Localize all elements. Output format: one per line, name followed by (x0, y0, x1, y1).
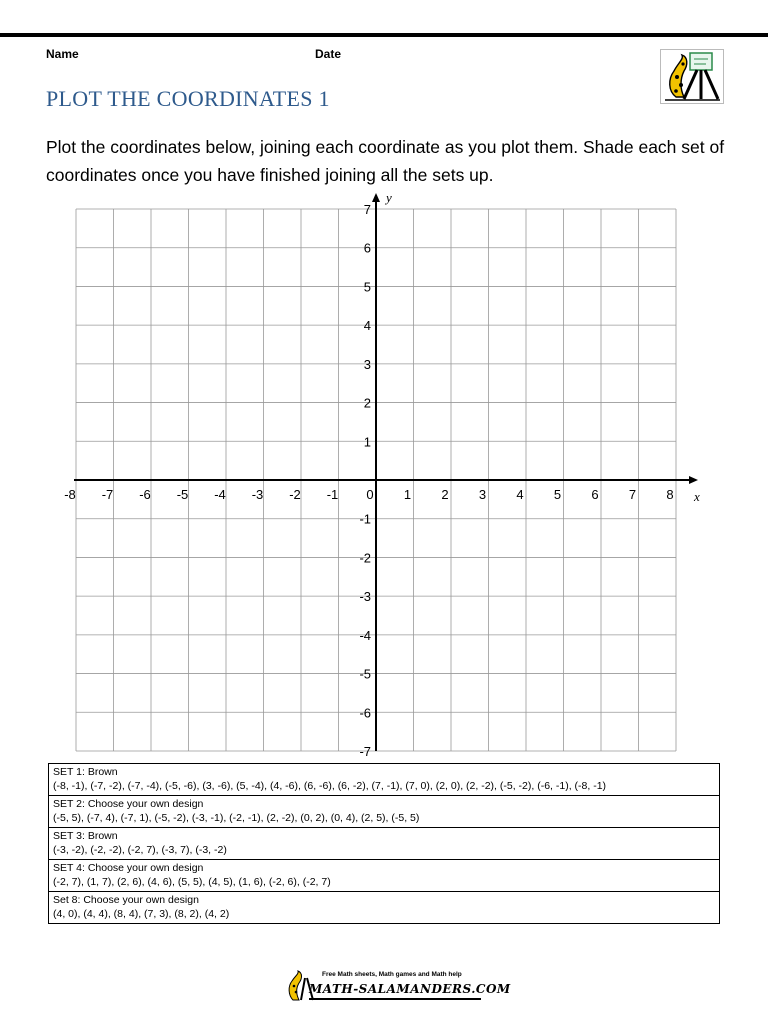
y-tick-label: 5 (363, 279, 371, 295)
date-label: Date (315, 47, 342, 61)
footer-brand: MATH-SALAMANDERS.COM (309, 982, 511, 996)
y-tick-label: 4 (363, 318, 371, 334)
set-coordinates: (-2, 7), (1, 7), (2, 6), (4, 6), (5, 5), (4, 5), (1, 6), (-2, 6), (-2, 7) (53, 876, 331, 888)
set-row (49, 764, 720, 796)
set-coordinates: (-3, -2), (-2, -2), (-2, 7), (-3, 7), (-3, -2) (53, 844, 227, 856)
x-tick-label: -7 (101, 487, 114, 502)
x-tick-label: 4 (516, 487, 524, 502)
y-tick-label: -7 (359, 744, 371, 759)
y-tick-label: -3 (359, 589, 371, 605)
y-tick-label: 1 (363, 434, 371, 450)
y-axis-label: y (386, 190, 392, 205)
set-title: SET 2: Choose your own design (53, 798, 204, 810)
x-tick-label: -5 (176, 487, 189, 502)
footer-branding (285, 968, 511, 1004)
x-tick-label: -1 (326, 487, 339, 502)
x-tick-label: -6 (139, 487, 151, 502)
page-title: PLOT THE COORDINATES 1 (46, 86, 330, 111)
set-title: SET 3: Brown (53, 830, 118, 842)
set-row (49, 860, 720, 892)
y-tick-label: 3 (363, 356, 371, 372)
y-axis-arrow (372, 193, 380, 202)
set-coordinates: (-5, 5), (-7, 4), (-7, 1), (-5, -2), (-3, -1), (-2, -1), (2, -2), (0, 2), (0, 4), (2, 5), (-5, 5) (53, 812, 420, 824)
y-tick-label: -4 (359, 627, 371, 643)
set-title: SET 4: Choose your own design (53, 862, 204, 874)
y-tick-label: 6 (363, 240, 371, 256)
set-coordinates: (4, 0), (4, 4), (8, 4), (7, 3), (8, 2), (4, 2) (53, 908, 230, 920)
y-tick-label: 7 (363, 202, 371, 217)
set-row (49, 796, 720, 828)
coordinate-sets-table (48, 763, 720, 924)
x-tick-label: -8 (64, 487, 76, 502)
x-tick-label: -2 (289, 487, 301, 502)
footer-underline (309, 998, 481, 1000)
y-tick-label: -6 (359, 705, 371, 721)
x-tick-label: 3 (478, 487, 487, 502)
x-tick-label: 2 (441, 487, 449, 502)
set-coordinates: (-8, -1), (-7, -2), (-7, -4), (-5, -6), (3, -6), (5, -4), (4, -6), (6, -6), (6, -2), (7, -1), (7, 0), (2, 0), (2, -2), (-5, -2), (-6, -1), (-8, -1) (53, 780, 607, 792)
x-tick-label: 7 (628, 487, 637, 502)
x-tick-label: 0 (366, 487, 374, 502)
y-tick-label: -5 (359, 666, 371, 682)
x-tick-label: -4 (214, 487, 226, 502)
x-tick-label: -3 (251, 487, 264, 502)
x-axis-label: x (694, 489, 700, 504)
x-tick-label: 5 (553, 487, 562, 502)
set-title: SET 1: Brown (53, 766, 118, 778)
x-tick-label: 8 (666, 487, 674, 502)
set-title: Set 8: Choose your own design (53, 894, 199, 906)
x-tick-label: 6 (591, 487, 599, 502)
set-row (49, 828, 720, 860)
name-label: Name (46, 47, 79, 61)
x-tick-label: 1 (403, 487, 412, 502)
footer-tagline: Free Math sheets, Math games and Math help (322, 971, 462, 978)
y-tick-label: -2 (359, 550, 371, 566)
y-tick-label: -1 (359, 511, 371, 527)
y-tick-label: 2 (363, 395, 371, 411)
x-axis-arrow (689, 476, 698, 484)
set-row (49, 892, 720, 924)
instructions-text: Plot the coordinates below, joining each coordinate as you plot them. Shade each set of coordinates once you have finished joining all the sets up. (46, 137, 725, 185)
